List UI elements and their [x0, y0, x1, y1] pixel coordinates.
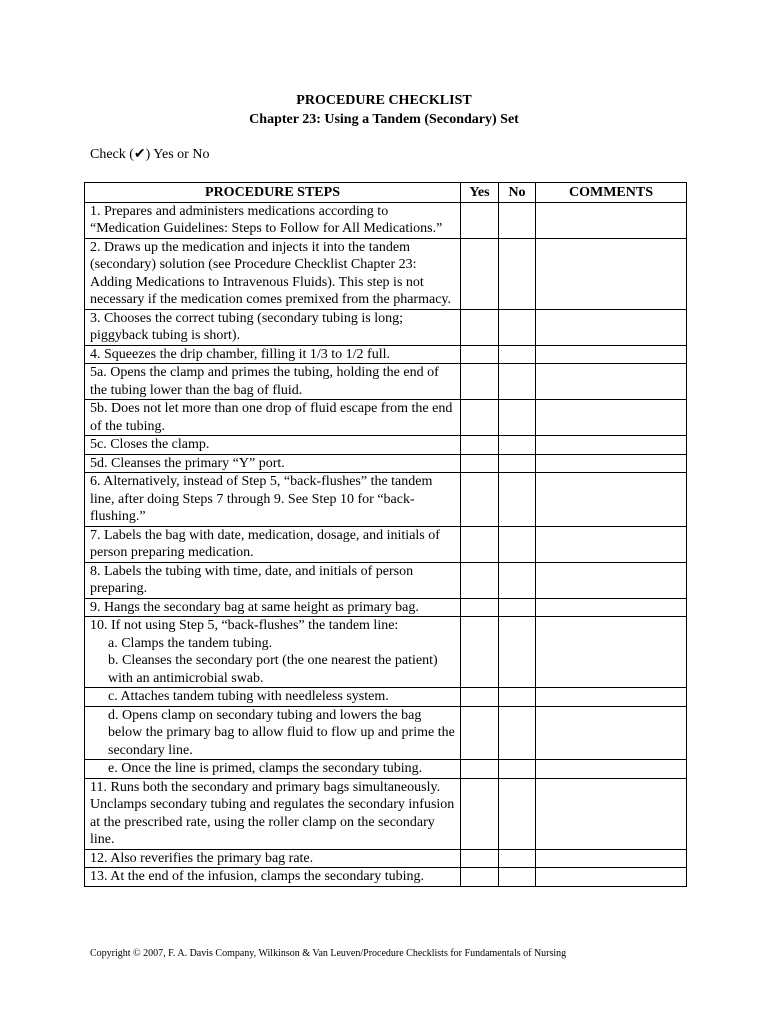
table-row	[85, 849, 687, 868]
table-row	[85, 454, 687, 473]
procedure-step-text: 9. Hangs the secondary bag at same height as primary bag.	[90, 599, 419, 615]
no-checkbox-cell[interactable]	[499, 238, 536, 309]
no-checkbox-cell[interactable]	[499, 868, 536, 887]
yes-checkbox-cell[interactable]	[461, 598, 499, 617]
table-row	[85, 345, 687, 364]
procedure-step-cell	[85, 309, 461, 345]
comments-cell[interactable]	[536, 473, 687, 527]
table-row	[85, 400, 687, 436]
no-checkbox-cell[interactable]	[499, 849, 536, 868]
comments-cell[interactable]	[536, 562, 687, 598]
procedure-step-cell	[85, 635, 461, 653]
comments-cell[interactable]	[536, 868, 687, 887]
table-row	[85, 617, 687, 635]
procedure-step-text: 4. Squeezes the drip chamber, filling it 1/3 to 1/2 full.	[90, 346, 390, 362]
comments-cell[interactable]	[536, 345, 687, 364]
procedure-step-cell	[85, 238, 461, 309]
table-row	[85, 635, 687, 653]
column-header-procedure-steps: PROCEDURE STEPS	[85, 183, 461, 203]
table-row	[85, 202, 687, 238]
procedure-step-cell	[85, 436, 461, 455]
table-row	[85, 364, 687, 400]
yes-checkbox-cell[interactable]	[461, 688, 499, 707]
no-checkbox-cell[interactable]	[499, 778, 536, 849]
procedure-step-text: 11. Runs both the secondary and primary bags simultaneously. Unclamps secondary tubing and regulates the secondary infusion at the prescribed rate, using the roller clamp on the secondary line.	[90, 779, 455, 847]
no-checkbox-cell[interactable]	[499, 202, 536, 238]
procedure-substep-text: e. Once the line is primed, clamps the secondary tubing.	[108, 761, 423, 776]
procedure-step-cell	[85, 400, 461, 436]
comments-cell[interactable]	[536, 760, 687, 779]
procedure-step-cell	[85, 473, 461, 527]
procedure-step-text: 5a. Opens the clamp and primes the tubing, holding the end of the tubing lower than the bag of fluid.	[90, 365, 439, 398]
comments-cell[interactable]	[536, 617, 687, 635]
comments-cell[interactable]	[536, 238, 687, 309]
comments-cell[interactable]	[536, 436, 687, 455]
no-checkbox-cell[interactable]	[499, 706, 536, 760]
no-checkbox-cell[interactable]	[499, 617, 536, 635]
yes-checkbox-cell[interactable]	[461, 345, 499, 364]
yes-checkbox-cell[interactable]	[461, 526, 499, 562]
no-checkbox-cell[interactable]	[499, 364, 536, 400]
table-row	[85, 436, 687, 455]
copyright-footer: Copyright © 2007, F. A. Davis Company, Wilkinson & Van Leuven/Procedure Checklists for Fundamentals of Nursing	[90, 948, 567, 959]
procedure-substep-text: c. Attaches tandem tubing with needleless system.	[108, 689, 389, 704]
table-row	[85, 688, 687, 707]
comments-cell[interactable]	[536, 635, 687, 653]
procedure-step-cell	[85, 562, 461, 598]
comments-cell[interactable]	[536, 652, 687, 688]
yes-checkbox-cell[interactable]	[461, 364, 499, 400]
comments-cell[interactable]	[536, 778, 687, 849]
procedure-step-cell	[85, 778, 461, 849]
comments-cell[interactable]	[536, 400, 687, 436]
procedure-step-text: 5d. Cleanses the primary “Y” port.	[90, 455, 285, 471]
table-row	[85, 778, 687, 849]
procedure-substep-text: a. Clamps the tandem tubing.	[108, 635, 273, 651]
check-instruction: Check (✔) Yes or No	[90, 147, 210, 162]
no-checkbox-cell[interactable]	[499, 760, 536, 779]
procedure-step-cell	[85, 760, 461, 779]
procedure-step-text: 7. Labels the bag with date, medication, dosage, and initials of person preparing medication.	[90, 527, 440, 560]
procedure-step-text: 10. If not using Step 5, “back-flushes” the tandem line:	[90, 618, 399, 633]
procedure-step-cell	[85, 526, 461, 562]
yes-checkbox-cell[interactable]	[461, 652, 499, 688]
yes-checkbox-cell[interactable]	[461, 238, 499, 309]
table-row	[85, 562, 687, 598]
no-checkbox-cell[interactable]	[499, 526, 536, 562]
procedure-step-cell	[85, 849, 461, 868]
procedure-step-cell	[85, 454, 461, 473]
yes-checkbox-cell[interactable]	[461, 473, 499, 527]
column-header-comments: COMMENTS	[536, 183, 687, 203]
comments-cell[interactable]	[536, 526, 687, 562]
procedure-checklist-table	[84, 182, 687, 887]
table-row	[85, 526, 687, 562]
procedure-step-text: 3. Chooses the correct tubing (secondary tubing is long; piggyback tubing is short).	[90, 310, 403, 343]
procedure-step-text: 5c. Closes the clamp.	[90, 437, 210, 452]
table-row	[85, 238, 687, 309]
column-header-no: No	[499, 183, 536, 203]
table-row	[85, 473, 687, 527]
yes-checkbox-cell[interactable]	[461, 617, 499, 635]
procedure-step-text: 2. Draws up the medication and injects it into the tandem (secondary) solution (see Procedure Checklist Chapter 23: Adding Medications to Intravenous Fluids). This step is not necessary if the medication comes premixed from the pharmacy.	[90, 239, 452, 307]
page-subtitle: Chapter 23: Using a Tandem (Secondary) Set	[249, 112, 519, 127]
yes-checkbox-cell[interactable]	[461, 778, 499, 849]
procedure-step-cell	[85, 598, 461, 617]
procedure-step-text: 8. Labels the tubing with time, date, and initials of person preparing.	[90, 563, 414, 596]
table-row	[85, 598, 687, 617]
yes-checkbox-cell[interactable]	[461, 760, 499, 779]
procedure-step-text: 13. At the end of the infusion, clamps the secondary tubing.	[90, 869, 424, 884]
comments-cell[interactable]	[536, 309, 687, 345]
procedure-step-cell	[85, 202, 461, 238]
comments-cell[interactable]	[536, 598, 687, 617]
yes-checkbox-cell[interactable]	[461, 849, 499, 868]
procedure-step-cell	[85, 345, 461, 364]
table-row	[85, 652, 687, 688]
procedure-step-text: 5b. Does not let more than one drop of fluid escape from the end of the tubing.	[90, 401, 453, 434]
procedure-step-cell	[85, 706, 461, 760]
yes-checkbox-cell[interactable]	[461, 400, 499, 436]
table-row	[85, 309, 687, 345]
no-checkbox-cell[interactable]	[499, 652, 536, 688]
no-checkbox-cell[interactable]	[499, 309, 536, 345]
yes-checkbox-cell[interactable]	[461, 706, 499, 760]
no-checkbox-cell[interactable]	[499, 562, 536, 598]
checklist-body	[85, 202, 687, 886]
procedure-step-cell	[85, 688, 461, 707]
comments-cell[interactable]	[536, 706, 687, 760]
procedure-step-cell	[85, 652, 461, 688]
procedure-step-text: 6. Alternatively, instead of Step 5, “back-flushes” the tandem line, after doing Steps 7 through 9. See Step 10 for “back-flushing.”	[90, 474, 433, 524]
table-header-row	[85, 183, 687, 203]
no-checkbox-cell[interactable]	[499, 598, 536, 617]
procedure-substep-text: b. Cleanses the secondary port (the one nearest the patient) with an antimicrobial swab.	[108, 653, 438, 686]
yes-checkbox-cell[interactable]	[461, 635, 499, 653]
table-row	[85, 868, 687, 887]
yes-checkbox-cell[interactable]	[461, 454, 499, 473]
no-checkbox-cell[interactable]	[499, 688, 536, 707]
comments-cell[interactable]	[536, 202, 687, 238]
no-checkbox-cell[interactable]	[499, 345, 536, 364]
procedure-step-cell	[85, 617, 461, 635]
procedure-step-text: 12. Also reverifies the primary bag rate.	[90, 850, 314, 866]
no-checkbox-cell[interactable]	[499, 400, 536, 436]
page-title: PROCEDURE CHECKLIST	[296, 93, 472, 108]
procedure-step-cell	[85, 868, 461, 887]
no-checkbox-cell[interactable]	[499, 473, 536, 527]
comments-cell[interactable]	[536, 849, 687, 868]
column-header-yes: Yes	[461, 183, 499, 203]
no-checkbox-cell[interactable]	[499, 635, 536, 653]
yes-checkbox-cell[interactable]	[461, 309, 499, 345]
procedure-step-text: 1. Prepares and administers medications according to “Medication Guidelines: Steps to Follow for All Medications.”	[90, 203, 443, 236]
no-checkbox-cell[interactable]	[499, 436, 536, 455]
table-row	[85, 760, 687, 779]
yes-checkbox-cell[interactable]	[461, 868, 499, 887]
comments-cell[interactable]	[536, 688, 687, 707]
yes-checkbox-cell[interactable]	[461, 436, 499, 455]
procedure-step-cell	[85, 364, 461, 400]
comments-cell[interactable]	[536, 364, 687, 400]
table-row	[85, 706, 687, 760]
comments-cell[interactable]	[536, 454, 687, 473]
procedure-substep-text: d. Opens clamp on secondary tubing and lowers the bag below the primary bag to allow fluid to flow up and prime the secondary line.	[108, 707, 455, 758]
yes-checkbox-cell[interactable]	[461, 202, 499, 238]
yes-checkbox-cell[interactable]	[461, 562, 499, 598]
no-checkbox-cell[interactable]	[499, 454, 536, 473]
